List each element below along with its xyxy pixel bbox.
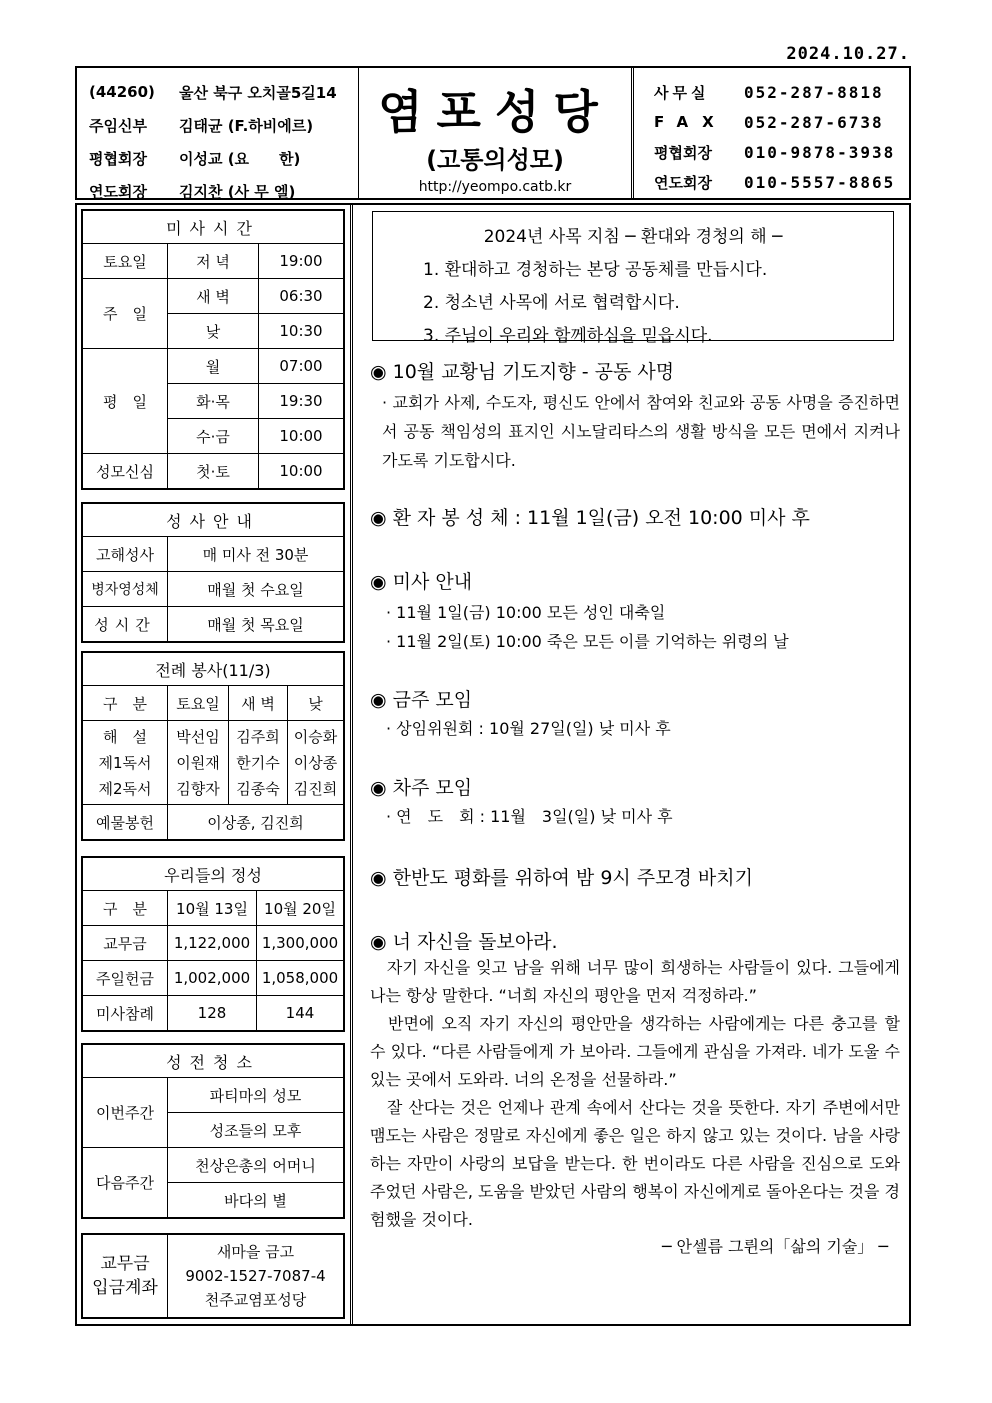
mass-sat-time: 19:00 xyxy=(259,244,345,279)
yeondo-row xyxy=(77,176,358,206)
yeondo-name: 김지찬 (사 무 엘) xyxy=(179,182,296,201)
office-row xyxy=(634,78,909,106)
pastor-name: 김태균 (F.하비에르) xyxy=(179,116,314,135)
account-details xyxy=(168,1234,345,1318)
sick-communion-notice: ◉ 환 자 봉 성 체 : 11월 1일(금) 오전 10:00 미사 후 xyxy=(370,507,810,529)
mass-marian-day: 성모신심 xyxy=(82,454,168,490)
liturgy-header-sat: 토요일 xyxy=(168,686,229,721)
noon-commentator: 이승화 xyxy=(293,727,338,746)
yeondo-phone-row xyxy=(634,168,909,196)
mass-info-list xyxy=(370,598,900,656)
account-bank: 새마을 금고 xyxy=(216,1243,295,1261)
sunday-offering-oct13: 1,002,000 xyxy=(168,961,257,996)
mass-times-box xyxy=(77,209,345,490)
pope-intention-section xyxy=(370,357,900,475)
confession-value: 매 미사 전 30분 xyxy=(168,537,345,572)
mass-wed-fri-time: 10:00 xyxy=(259,419,345,454)
cleaning-title: 성전청소 xyxy=(82,1044,344,1078)
liturgy-header-dawn: 새 벽 xyxy=(229,686,288,721)
liturgy-header-role: 구 분 xyxy=(82,686,168,721)
address: 울산 북구 오치골5길14 xyxy=(179,83,337,102)
guideline-title: 2024년 사목 지침 ─ 환대와 경청의 해 ─ xyxy=(483,227,783,247)
sacrament-table xyxy=(81,502,345,643)
dawn-commentator: 김주희 xyxy=(236,727,280,746)
next-week-meeting-item: · 연 도 회 : 11월 3일(일) 낮 미사 후 xyxy=(386,807,673,826)
pastor-label: 주임신부 xyxy=(89,116,147,135)
council-label: 평협회장 xyxy=(89,149,147,168)
mass-times-table xyxy=(81,209,345,490)
fax-label: FAX xyxy=(654,113,728,131)
guideline-item-3: 3. 주님이 우리와 함께하심을 믿읍시다. xyxy=(423,326,713,346)
mass-weekday-day: 평 일 xyxy=(82,349,168,454)
mass-times-title: 미사시간 xyxy=(82,210,344,244)
yeondo-phone: 010-5557-8865 xyxy=(744,172,896,192)
offering-table xyxy=(81,856,345,1032)
cleaning-next-1: 천상은총의 어머니 xyxy=(168,1148,345,1183)
mass-sun-noon-time: 10:30 xyxy=(259,314,345,349)
account-number: 9002-1527-7087-4 xyxy=(185,1267,326,1285)
office-label: 사무실 xyxy=(654,83,710,102)
sick-communion-value: 매월 첫 수요일 xyxy=(168,572,345,607)
tithe-label: 교무금 xyxy=(82,926,168,961)
masthead xyxy=(75,66,911,200)
postal-code: (44260) xyxy=(89,83,155,101)
cleaning-this-week: 이번주간 xyxy=(82,1078,168,1148)
council-phone-label: 평협회장 xyxy=(654,143,712,162)
liturgy-noon xyxy=(288,721,345,805)
peace-prayer-notice: ◉ 한반도 평화를 위하여 밤 9시 주모경 바치기 xyxy=(370,867,753,889)
essay-paragraph-3: 잘 산다는 것은 언제나 관계 속에서 산다는 것을 뜻한다. 자기 주변에서만 맴도는 사람은 정말로 자신에게 좋은 일은 하지 않고 있는 것이다. 남을 사랑하는 자만이 사랑의 보답을 받는다. 한 번이라도 다른 사람을 진심으로 도와주었던 사람은, 도움을 받았던 사람의 행복이 자신에게로 돌아온다는 것을 경험했을 것이다. xyxy=(370,1098,900,1229)
mass-sun-day: 주 일 xyxy=(82,279,168,349)
offering-title: 우리들의 정성 xyxy=(82,857,344,891)
parish-url[interactable]: http://yeompo.catb.kr xyxy=(418,179,572,195)
sick-communion-section xyxy=(370,503,900,530)
noon-reading1: 이상종 xyxy=(293,753,338,772)
mass-sat-day: 토요일 xyxy=(82,244,168,279)
cleaning-box xyxy=(77,1043,345,1219)
yeondo-label: 연도회장 xyxy=(89,182,147,201)
tithe-oct20: 1,300,000 xyxy=(257,926,345,961)
sat-reading2: 김향자 xyxy=(176,779,220,798)
sat-reading1: 이원재 xyxy=(176,753,220,772)
mass-info-item-1: · 11월 1일(금) 10:00 모든 성인 대축일 xyxy=(386,603,666,622)
account-label-1: 교무금 xyxy=(100,1254,150,1274)
this-week-meeting-title: ◉ 금주 모임 xyxy=(370,689,473,711)
essay-paragraph-1: 자기 자신을 잊고 남을 위해 너무 많이 희생하는 사람들이 있다. 그들에게 나는 항상 말한다. “너희 자신의 평안을 먼저 걱정하라.” xyxy=(370,958,900,1005)
attendance-label: 미사참례 xyxy=(82,996,168,1032)
liturgy-sat xyxy=(168,721,229,805)
essay-paragraph-2: 반면에 오직 자기 자신의 평안만을 생각하는 사람에게는 다른 충고를 할 수 있다. “다른 사람들에게 가 보아라. 그들에게 관심을 가져라. 네가 도울 수 있는 곳에서 도와라. 너의 온정을 선물하라.” xyxy=(370,1014,900,1089)
offering-header-oct20: 10월 20일 xyxy=(257,891,345,926)
tithe-oct13: 1,122,000 xyxy=(168,926,257,961)
holy-hour-label: 성시간 xyxy=(82,607,168,643)
role-reading2: 제2독서 xyxy=(98,779,152,798)
sacrament-title: 성사안내 xyxy=(82,503,344,537)
address-row xyxy=(77,77,358,107)
mass-sun-dawn: 새 벽 xyxy=(168,279,259,314)
peace-prayer-section xyxy=(370,863,900,890)
this-week-meeting-item: · 상임위원회 : 10월 27일(일) 낮 미사 후 xyxy=(386,719,671,738)
parish-info xyxy=(77,68,359,201)
yeondo-phone-label: 연도회장 xyxy=(654,173,712,192)
title-block xyxy=(359,68,631,198)
sat-commentator: 박선임 xyxy=(176,727,220,746)
mass-tue-thu-time: 19:30 xyxy=(259,384,345,419)
mass-info-item-2: · 11월 2일(토) 10:00 죽은 모든 이를 기억하는 위령의 날 xyxy=(386,632,789,651)
pope-intention-title: ◉ 10월 교황님 기도지향 - 공동 사명 xyxy=(370,361,675,383)
mass-mon-time: 07:00 xyxy=(259,349,345,384)
right-column xyxy=(356,205,909,1324)
liturgy-header-noon: 낮 xyxy=(288,686,345,721)
attendance-oct13: 128 xyxy=(168,996,257,1032)
mass-wed-fri: 수·금 xyxy=(168,419,259,454)
noon-reading2: 김진희 xyxy=(293,779,338,798)
fax-number: 052-287-6738 xyxy=(744,112,884,132)
guideline-item-1: 1. 환대하고 경청하는 본당 공동체를 만듭시다. xyxy=(423,260,768,280)
essay-section xyxy=(370,927,900,1257)
council-name: 이성교 (요 한) xyxy=(179,149,301,168)
cleaning-this-2: 성조들의 모후 xyxy=(168,1113,345,1148)
mass-mon: 월 xyxy=(168,349,259,384)
essay-title: ◉ 너 자신을 돌보아라. xyxy=(370,931,558,953)
mass-tue-thu: 화·목 xyxy=(168,384,259,419)
pastor-row xyxy=(77,110,358,140)
account-box xyxy=(77,1233,345,1319)
account-table xyxy=(81,1233,345,1319)
cleaning-table xyxy=(81,1043,345,1219)
parish-subtitle: (고통의성모) xyxy=(426,146,564,174)
liturgy-box xyxy=(77,651,345,841)
sunday-offering-oct20: 1,058,000 xyxy=(257,961,345,996)
offering-box xyxy=(77,856,345,1032)
liturgy-table xyxy=(81,651,345,841)
role-commentator: 해 설 xyxy=(103,727,147,746)
mass-marian-when: 첫·토 xyxy=(168,454,259,490)
essay-source: ─ 안셀름 그륀의「삶의 기술」 ─ xyxy=(661,1237,888,1256)
left-column xyxy=(77,205,353,1324)
sick-communion-label: 병자영성체 xyxy=(82,572,168,607)
contact-info xyxy=(631,68,909,198)
offering-header-oct13: 10월 13일 xyxy=(168,891,257,926)
offering-header-type: 구 분 xyxy=(82,891,168,926)
cleaning-next-week: 다음주간 xyxy=(82,1148,168,1219)
cleaning-next-2: 바다의 별 xyxy=(168,1183,345,1219)
parish-title: 염포성당 xyxy=(378,85,612,139)
account-label-2: 입금계좌 xyxy=(92,1278,158,1298)
main-body xyxy=(75,203,911,1326)
pope-intention-body: · 교회가 사제, 수도자, 평신도 안에서 참여와 친교와 공동 사명을 증진하면서 공동 책임성의 표지인 시노달리타스의 생활 방식을 모든 면에서 지켜나가도록 기도합시다. xyxy=(382,393,900,470)
pastoral-guideline-box xyxy=(372,211,894,346)
holy-hour-value: 매월 첫 목요일 xyxy=(168,607,345,643)
mass-sat-when: 저 녁 xyxy=(168,244,259,279)
account-holder: 천주교염포성당 xyxy=(204,1291,307,1309)
offering-names: 이상종, 김진희 xyxy=(168,805,345,841)
bulletin-date: 2024.10.27. xyxy=(786,44,910,64)
mass-info-section xyxy=(370,567,900,656)
offering-label: 예물봉헌 xyxy=(82,805,168,841)
mass-marian-time: 10:00 xyxy=(259,454,345,490)
fax-row xyxy=(634,108,909,136)
council-phone: 010-9878-3938 xyxy=(744,142,896,162)
office-phone: 052-287-8818 xyxy=(744,82,884,102)
attendance-oct20: 144 xyxy=(257,996,345,1032)
confession-label: 고해성사 xyxy=(82,537,168,572)
council-phone-row xyxy=(634,138,909,166)
next-week-meeting-title: ◉ 차주 모임 xyxy=(370,777,473,799)
liturgy-title: 전례 봉사(11/3) xyxy=(82,652,344,686)
sacrament-box xyxy=(77,502,345,643)
mass-sun-dawn-time: 06:30 xyxy=(259,279,345,314)
dawn-reading1: 한기수 xyxy=(236,753,280,772)
council-row xyxy=(77,143,358,173)
sunday-offering-label: 주일헌금 xyxy=(82,961,168,996)
this-week-meeting-section xyxy=(370,685,900,743)
next-week-meeting-section xyxy=(370,773,900,831)
guideline-item-2: 2. 청소년 사목에 서로 협력합시다. xyxy=(423,293,680,313)
account-label xyxy=(82,1234,168,1318)
liturgy-dawn xyxy=(229,721,288,805)
role-reading1: 제1독서 xyxy=(98,753,152,772)
mass-info-title: ◉ 미사 안내 xyxy=(370,571,473,593)
dawn-reading2: 김종숙 xyxy=(236,779,280,798)
cleaning-this-1: 파티마의 성모 xyxy=(168,1078,345,1113)
liturgy-roles xyxy=(82,721,168,805)
mass-sun-noon: 낮 xyxy=(168,314,259,349)
